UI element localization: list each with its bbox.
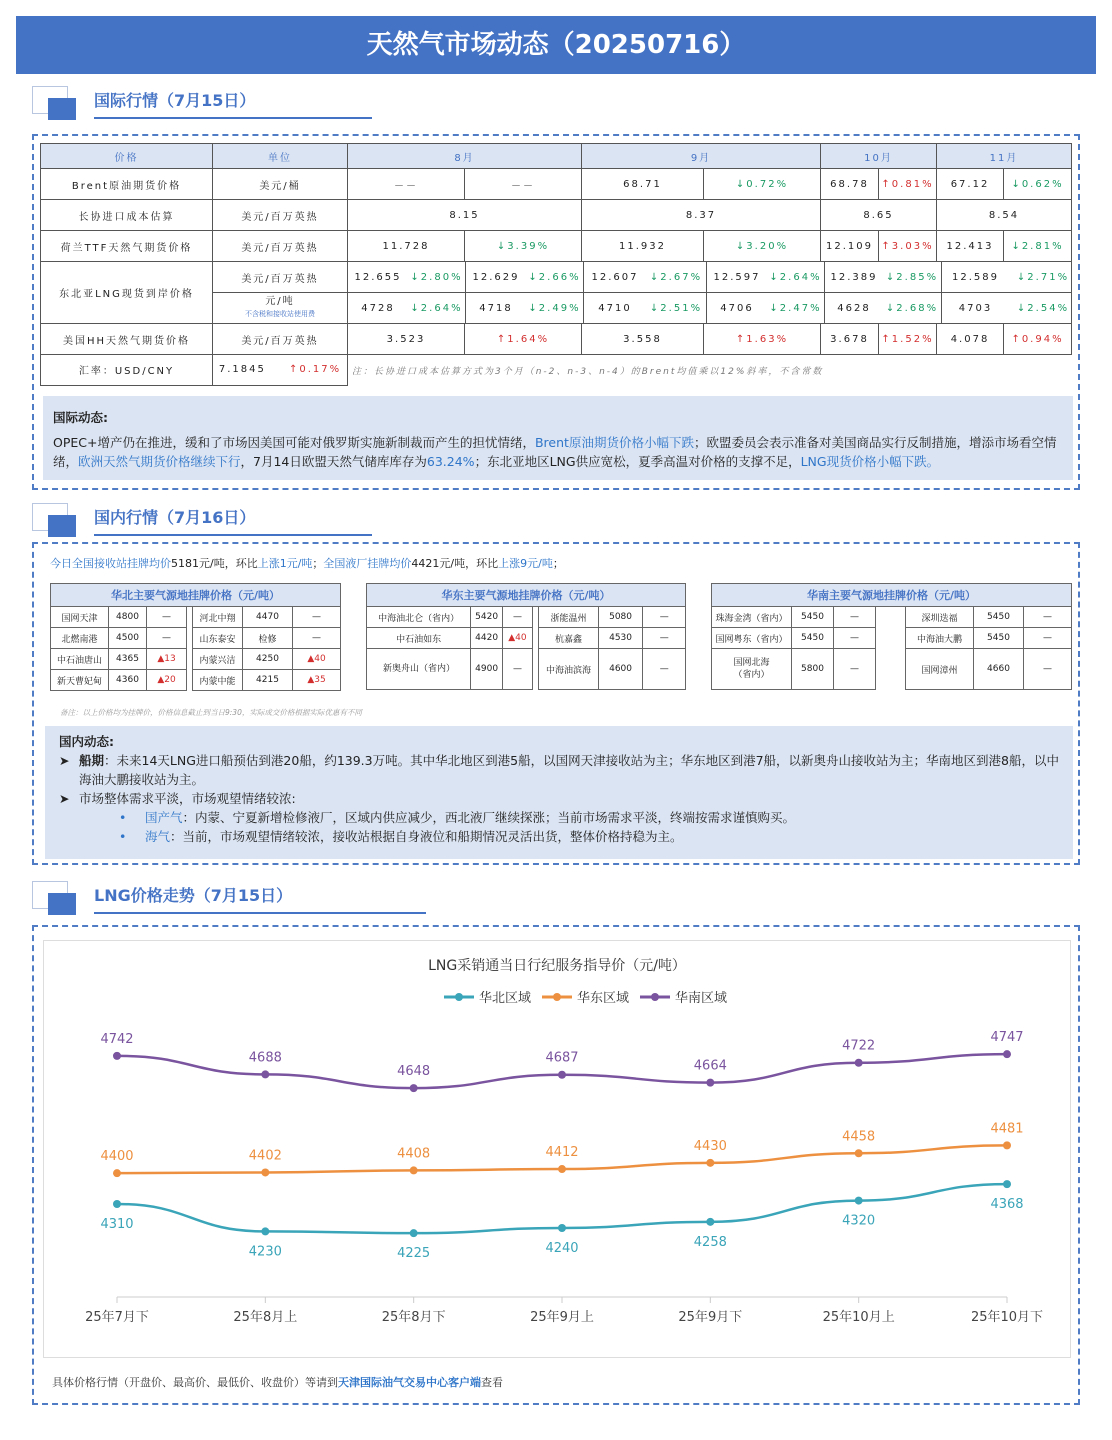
value-cell: 4706 <box>720 302 754 314</box>
change-cell: ↑3.03% <box>879 231 937 262</box>
summary-text: 上涨9元/吨 <box>498 557 553 570</box>
change-cell: — <box>1024 628 1072 649</box>
value-cell: 4628 <box>837 302 871 314</box>
data-label: 4742 <box>100 1031 134 1047</box>
table-row <box>712 607 1072 628</box>
data-label: 4402 <box>248 1148 282 1164</box>
price-cell: 4500 <box>109 628 147 649</box>
data-label: 4230 <box>248 1244 282 1260</box>
section-intl-label: 国际行情（7月15日） <box>94 91 256 110</box>
table-row <box>712 628 1072 649</box>
intl-price-table <box>40 143 1072 386</box>
price-cell: 5450 <box>974 628 1024 649</box>
change-cell: ▲40 <box>503 628 533 649</box>
data-label: 4240 <box>545 1241 579 1256</box>
chart-legend <box>444 990 727 1006</box>
row-brent <box>41 169 1072 200</box>
gap-cell <box>876 628 906 649</box>
table-row <box>712 649 1072 690</box>
data-label: 4722 <box>842 1038 876 1054</box>
value-cell: 4703 <box>958 302 993 314</box>
change-cell: ↓0.62% <box>1004 169 1072 200</box>
value-cell: 8.54 <box>937 200 1072 231</box>
section-dom-label: 国内行情（7月16日） <box>94 508 256 527</box>
change-cell: ↓2.49% <box>526 293 584 323</box>
price-cell: 4470 <box>243 607 293 628</box>
data-label: 4320 <box>842 1213 876 1229</box>
chart-frame <box>43 940 1071 1358</box>
change-cell: — <box>1024 607 1072 628</box>
lng-price-chart <box>44 941 1070 1357</box>
x-tick-label: 25年9月下 <box>678 1310 743 1325</box>
row-label: 汇率：USD/CNY <box>41 355 213 386</box>
change-cell: — <box>834 607 876 628</box>
unit-cell: 美元/百万英热 <box>213 200 348 231</box>
source-name: 深圳迭福 <box>906 607 974 628</box>
value-cell: 12.607 <box>591 271 639 283</box>
ea-usd-values <box>348 262 1072 293</box>
source-name: 国网漳州 <box>906 649 974 690</box>
table-row <box>51 649 341 670</box>
change-cell: ↑1.52% <box>879 324 937 355</box>
row-label: 荷兰TTF天然气期货价格 <box>41 231 213 262</box>
x-tick-label: 25年8月上 <box>233 1310 298 1325</box>
source-name: 中石油唐山 <box>51 649 109 670</box>
change-cell: ↓3.39% <box>465 231 582 262</box>
value-cell: 8.15 <box>348 200 582 231</box>
ship-label: 船期 <box>79 753 105 768</box>
value-cell: 4728 <box>361 302 395 314</box>
data-label: 4648 <box>397 1064 431 1080</box>
data-point <box>410 1084 418 1092</box>
data-point <box>261 1227 269 1235</box>
table-row <box>51 607 341 628</box>
unit-cell: 美元/百万英热 <box>213 324 348 355</box>
intl-dynamics <box>43 396 1073 480</box>
summary-text: 5181元/吨，环比 <box>171 557 258 570</box>
price-cell: 5420 <box>471 607 503 628</box>
change-cell: — <box>834 649 876 690</box>
change-cell: ↑0.94% <box>1004 324 1072 355</box>
gap-cell <box>876 607 906 628</box>
footer-link[interactable]: 天津国际油气交易中心客户端 <box>338 1376 481 1389</box>
north-title: 华北主要气源地挂牌价格（元/吨） <box>51 584 341 607</box>
unit-cell: 美元/桶 <box>213 169 348 200</box>
arrow-bullet-icon: ➤ <box>59 753 70 768</box>
data-point <box>410 1229 418 1237</box>
change-cell: ↑1.64% <box>465 324 582 355</box>
row-hh <box>41 324 1072 355</box>
dot-bullet-icon: • <box>119 810 127 825</box>
price-cell: 4250 <box>243 649 293 670</box>
legend-item <box>444 990 531 1006</box>
value-cell: 12.655 <box>354 271 402 283</box>
change-cell: — <box>147 607 187 628</box>
price-cell: 4360 <box>109 670 147 691</box>
change-cell: — <box>643 628 686 649</box>
section-underline <box>94 534 372 536</box>
data-label: 4225 <box>397 1246 431 1262</box>
change-cell: ↓2.81% <box>1004 231 1072 262</box>
source-name: 珠海金湾（省内） <box>712 607 792 628</box>
domestic-text: ：内蒙、宁夏新增检修液厂，区域内供应减少，西北液厂继续探涨；当前市场需求平淡，终端按需求谨慎购买。 <box>182 810 796 825</box>
th-nov: 11月 <box>937 144 1072 169</box>
summary-text: 上涨1元/吨 <box>257 557 313 570</box>
section-icon-fill <box>48 515 76 537</box>
data-point <box>855 1197 863 1205</box>
row-label: Brent原油期货价格 <box>41 169 213 200</box>
legend-marker <box>553 993 561 1001</box>
north-table <box>50 583 341 691</box>
data-point <box>558 1224 566 1232</box>
dyn-text: ；东北亚地区LNG供应宽松，夏季高温对价格的支撑不足， <box>474 454 801 469</box>
change-cell: ↓2.67% <box>646 262 707 292</box>
gap-cell <box>876 649 906 690</box>
price-cell: 4530 <box>598 628 643 649</box>
th-unit: 单位 <box>213 144 348 169</box>
change-cell: ▲13 <box>147 649 187 670</box>
change-cell: ↓2.66% <box>526 262 584 292</box>
chart-plot <box>85 1030 1043 1325</box>
legend-item <box>640 990 727 1006</box>
south-title: 华南主要气源地挂牌价格（元/吨） <box>712 584 1072 607</box>
legend-item <box>542 990 629 1006</box>
unit-note: 不含税和接收站使用费 <box>245 310 315 318</box>
source-name: 国网北海（省内） <box>712 649 792 690</box>
intl-dyn-text <box>53 433 1063 471</box>
table-row <box>51 670 341 691</box>
change-cell: ▲20 <box>147 670 187 691</box>
value-cell: 3.678 <box>821 324 879 355</box>
section-underline <box>94 912 426 914</box>
section-lng-label: LNG价格走势（7月15日） <box>94 886 293 905</box>
dom-table-note: 备注：以上价格均为挂牌价，价格信息截止到当日9:30，实际成交价格根据实际优惠有不同 <box>60 708 362 717</box>
value-cell: 4.078 <box>937 324 1004 355</box>
dyn-highlight: 欧洲天然气期货价格继续下行 <box>78 454 241 469</box>
source-name: 山东泰安 <box>193 628 243 649</box>
legend-label: 华东区域 <box>577 991 630 1006</box>
source-name: 新奥舟山（省内） <box>367 649 471 690</box>
market-text: 市场整体需求平淡，市场观望情绪较浓: <box>79 791 296 806</box>
data-point <box>113 1200 121 1208</box>
ea-cny-values <box>348 293 1072 324</box>
change-cell: ↑0.81% <box>879 169 937 200</box>
change-cell: ↓2.54% <box>1016 302 1070 314</box>
data-label: 4458 <box>842 1129 876 1145</box>
value-cell: 8.37 <box>582 200 821 231</box>
data-label: 4664 <box>693 1058 727 1074</box>
data-label: 4258 <box>693 1234 727 1250</box>
source-name: 杭嘉鑫 <box>539 628 599 649</box>
th-sep: 9月 <box>582 144 821 169</box>
data-point <box>706 1159 714 1167</box>
change-cell: ↓0.72% <box>704 169 821 200</box>
dyn-text: OPEC+增产仍在推进，缓和了市场因美国可能对俄罗斯实施新制裁而产生的担忧情绪， <box>53 435 535 450</box>
change-cell: ↓2.80% <box>408 262 466 292</box>
dyn-text: ；欧盟委员会表示准备对美国商品实行反制措施，增添市场看空情绪， <box>53 435 1057 469</box>
data-point <box>855 1149 863 1157</box>
data-point <box>113 1169 121 1177</box>
change-cell: ↓3.20% <box>704 231 821 262</box>
th-aug: 8月 <box>348 144 582 169</box>
price-cell: 4900 <box>471 649 503 690</box>
intl-dyn-title: 国际动态: <box>53 410 108 425</box>
x-tick-label: 25年7月下 <box>85 1310 149 1325</box>
summary-text: 今日全国接收站挂牌均价 <box>50 557 171 570</box>
dot-bullet-icon: • <box>119 829 127 844</box>
row-label: 长协进口成本估算 <box>41 200 213 231</box>
th-price: 价格 <box>41 144 213 169</box>
chart-title: LNG采销通当日行纪服务指导价（元/吨） <box>428 958 686 974</box>
source-name: 河北中翔 <box>193 607 243 628</box>
data-point <box>113 1052 121 1060</box>
section-underline <box>94 117 372 119</box>
data-label: 4747 <box>990 1030 1024 1046</box>
data-point <box>558 1071 566 1079</box>
change-cell: — <box>503 649 533 690</box>
south-table <box>711 583 1072 690</box>
ship-text: ：未来14天LNG进口船预估到港20船，约139.3万吨。其中华北地区到港5船，以国网天津接收站为主；华东地区到港7船，以新奥舟山接收站为主；华南地区到港8船，以中海油大鹏接收站为主。 <box>79 753 1059 787</box>
value-cell: 8.65 <box>821 200 937 231</box>
value-cell: 4718 <box>479 302 513 314</box>
section-icon-fill <box>48 98 76 120</box>
table-note: 注：长协进口成本估算方式为3个月（n-2、n-3、n-4）的Brent均值乘以12%斜率，不含常数 <box>352 366 824 377</box>
price-cell: 5800 <box>792 649 834 690</box>
x-tick-label: 25年10月上 <box>822 1310 895 1325</box>
source-name: 北燃南港 <box>51 628 109 649</box>
data-point <box>261 1168 269 1176</box>
data-point <box>706 1079 714 1087</box>
data-label: 4412 <box>545 1145 579 1161</box>
change-cell: ↓2.64% <box>767 262 825 292</box>
x-tick-label: 25年8月下 <box>381 1310 446 1325</box>
value-cell: －－ <box>348 169 465 200</box>
sea-text: ：当前，市场观望情绪较浓，接收站根据自身液位和船期情况灵活出货，整体价格持稳为主。 <box>170 829 683 844</box>
source-name: 中海油北仑（省内） <box>367 607 471 628</box>
change-cell: — <box>293 628 341 649</box>
dyn-highlight: LNG现货价格小幅下跌。 <box>800 454 940 469</box>
data-label: 4400 <box>100 1149 134 1165</box>
value-cell: 12.629 <box>472 271 520 283</box>
data-point <box>558 1165 566 1173</box>
legend-label: 华南区域 <box>675 991 728 1006</box>
row-label: 美国HH天然气期货价格 <box>41 324 213 355</box>
data-point <box>410 1166 418 1174</box>
price-cell: 4600 <box>598 649 643 690</box>
price-cell: 5450 <box>974 607 1024 628</box>
unit-cell <box>213 293 348 324</box>
price-cell: 4800 <box>109 607 147 628</box>
value-cell: 12.597 <box>713 271 761 283</box>
price-cell: 检修 <box>243 628 293 649</box>
value-cell: 68.71 <box>582 169 704 200</box>
legend-marker <box>455 993 463 1001</box>
dyn-highlight: 63.24% <box>426 454 475 469</box>
source-name: 国网粤东（省内） <box>712 628 792 649</box>
data-label: 4430 <box>693 1138 727 1154</box>
table-row <box>367 628 686 649</box>
data-label: 4368 <box>990 1197 1024 1213</box>
value-cell: 12.589 <box>952 271 999 283</box>
legend-label: 华北区域 <box>479 991 532 1006</box>
change-cell: ↓2.64% <box>408 293 466 323</box>
data-label: 4408 <box>397 1146 431 1162</box>
value-cell: 11.728 <box>348 231 465 262</box>
value-cell: 68.78 <box>821 169 879 200</box>
source-name: 中石油如东 <box>367 628 471 649</box>
data-point <box>855 1059 863 1067</box>
row-fx <box>41 355 1072 386</box>
data-point <box>706 1218 714 1226</box>
data-label: 4481 <box>990 1121 1024 1137</box>
source-name: 内蒙兴洁 <box>193 649 243 670</box>
legend-marker <box>651 993 659 1001</box>
table-row <box>367 649 686 690</box>
fx-value: 7.1845 <box>218 364 266 376</box>
price-cell: 5450 <box>792 628 834 649</box>
x-tick-label: 25年10月下 <box>970 1310 1044 1325</box>
source-name: 国网天津 <box>51 607 109 628</box>
dom-dynamics <box>45 726 1073 859</box>
data-label: 4688 <box>248 1050 282 1066</box>
source-name: 中海油滨海 <box>539 649 599 690</box>
data-point <box>261 1070 269 1078</box>
summary-text: ； <box>552 557 564 570</box>
data-point <box>1003 1050 1011 1058</box>
value-cell: 12.413 <box>937 231 1004 262</box>
dyn-highlight: Brent原油期货价格小幅下跌 <box>534 435 694 450</box>
change-cell: — <box>147 628 187 649</box>
price-cell: 4365 <box>109 649 147 670</box>
value-cell: 3.523 <box>348 324 465 355</box>
sea-item <box>59 827 1059 846</box>
table-row <box>367 607 686 628</box>
value-cell: 12.389 <box>830 271 878 283</box>
change-cell: ▲40 <box>293 649 341 670</box>
summary-text: ； <box>312 557 324 570</box>
price-cell: 5450 <box>792 607 834 628</box>
source-name: 内蒙中能 <box>193 670 243 691</box>
report-title: 天然气市场动态（20250716） <box>16 16 1096 74</box>
value-cell: 11.932 <box>582 231 704 262</box>
data-point <box>1003 1141 1011 1149</box>
market-item <box>59 789 1059 808</box>
unit-text: 元/吨 <box>265 296 295 307</box>
th-oct: 10月 <box>821 144 937 169</box>
row-longterm <box>41 200 1072 231</box>
change-cell: ↓2.47% <box>767 293 825 323</box>
source-name: 新天曹妃甸 <box>51 670 109 691</box>
change-cell: ↓2.71% <box>1016 271 1070 283</box>
ship-item <box>59 751 1059 789</box>
data-label: 4687 <box>545 1050 579 1066</box>
price-cell: 4215 <box>243 670 293 691</box>
value-cell: 67.12 <box>937 169 1004 200</box>
change-cell: — <box>293 607 341 628</box>
change-cell: — <box>643 649 686 690</box>
unit-cell: 美元/百万英热 <box>213 262 348 293</box>
change-cell: ↓2.51% <box>646 293 707 323</box>
price-cell: 4420 <box>471 628 503 649</box>
summary-text: 4421元/吨，环比 <box>411 557 499 570</box>
value-cell: 4710 <box>598 302 632 314</box>
row-ea-usd <box>41 262 1072 293</box>
section-icon-fill <box>48 893 76 915</box>
arrow-bullet-icon: ➤ <box>59 791 70 806</box>
value-cell: 12.109 <box>821 231 879 262</box>
domestic-item <box>59 808 1059 827</box>
fx-cell <box>213 355 348 386</box>
price-cell: 5080 <box>598 607 643 628</box>
footer-text: 具体价格行情（开盘价、最高价、最低价、收盘价）等请到 <box>52 1376 338 1389</box>
fx-change: ↑0.17% <box>289 364 342 376</box>
data-point <box>1003 1180 1011 1188</box>
row-ttf <box>41 231 1072 262</box>
change-cell: ↓2.68% <box>883 293 942 323</box>
change-cell: — <box>503 607 533 628</box>
table-row <box>51 628 341 649</box>
change-cell: －－ <box>465 169 582 200</box>
source-name: 中海油大鹏 <box>906 628 974 649</box>
unit-cell: 美元/百万英热 <box>213 231 348 262</box>
source-name: 浙能温州 <box>539 607 599 628</box>
change-cell: ↑1.63% <box>704 324 821 355</box>
footer-note <box>52 1374 503 1390</box>
change-cell: — <box>643 607 686 628</box>
domestic-label: 国产气 <box>145 810 183 825</box>
change-cell: — <box>834 628 876 649</box>
summary-text: 全国液厂挂牌均价 <box>323 557 412 570</box>
price-cell: 4660 <box>974 649 1024 690</box>
dom-dyn-title: 国内动态: <box>59 734 114 749</box>
change-cell: — <box>1024 649 1072 690</box>
value-cell: 3.558 <box>582 324 704 355</box>
footer-text: 查看 <box>481 1376 503 1389</box>
change-cell: ▲35 <box>293 670 341 691</box>
sea-label: 海气 <box>145 829 171 844</box>
east-table <box>366 583 686 690</box>
data-label: 4310 <box>100 1217 134 1232</box>
x-tick-label: 25年9月上 <box>530 1310 594 1325</box>
row-label: 东北亚LNG现货到岸价格 <box>41 262 213 324</box>
change-cell: ↓2.85% <box>883 262 942 292</box>
east-title: 华东主要气源地挂牌价格（元/吨） <box>367 584 686 607</box>
dom-summary <box>50 555 564 571</box>
dyn-text: ，7月14日欧盟天然气储库库存为 <box>240 454 427 469</box>
